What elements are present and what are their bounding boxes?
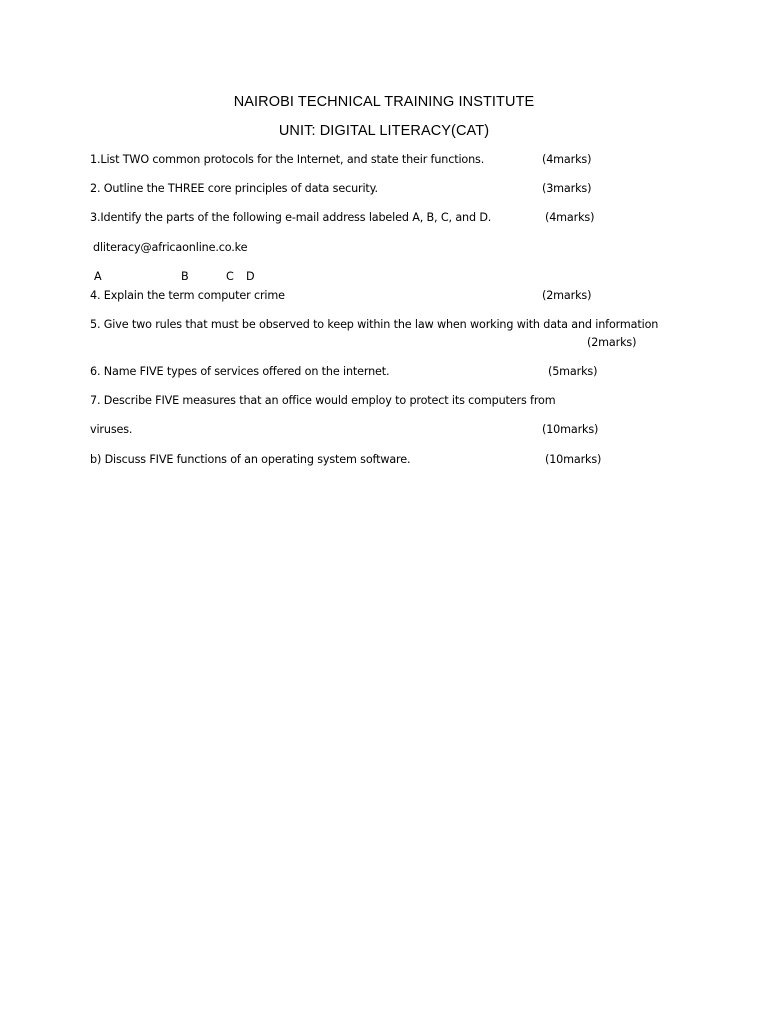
question-5-text: 5. Give two rules that must be observed to keep within the law when working with data and information (90, 318, 659, 331)
question-1-marks: (4marks) (542, 153, 592, 166)
question-4-text: 4. Explain the term computer crime (90, 289, 285, 302)
question-3-marks: (4marks) (545, 211, 595, 224)
question-7-marks: (10marks) (542, 423, 599, 436)
question-7-text: 7. Describe FIVE measures that an office would employ to protect its computers from (90, 394, 556, 407)
question-4-marks: (2marks) (542, 289, 592, 302)
question-2-text: 2. Outline the THREE core principles of data security. (90, 182, 378, 195)
question-7b-text: b) Discuss FIVE functions of an operating system software. (90, 453, 411, 466)
institute-title: NAIROBI TECHNICAL TRAINING INSTITUTE (233, 94, 535, 110)
unit-title: UNIT: DIGITAL LITERACY(CAT) (278, 123, 490, 139)
email-address: dliteracy@africaonline.co.ke (93, 241, 248, 254)
email-label-c: C (226, 270, 234, 283)
question-6-marks: (5marks) (548, 365, 598, 378)
email-label-a: A (94, 270, 102, 283)
question-5-marks: (2marks) (587, 336, 637, 349)
question-7-continuation: viruses. (90, 423, 133, 436)
question-3-text: 3.Identify the parts of the following e-mail address labeled A, B, C, and D. (90, 211, 492, 224)
question-1-text: 1.List TWO common protocols for the Internet, and state their functions. (90, 153, 485, 166)
question-2-marks: (3marks) (542, 182, 592, 195)
question-7b-marks: (10marks) (545, 453, 602, 466)
email-label-d: D (246, 270, 255, 283)
email-label-b: B (181, 270, 189, 283)
question-6-text: 6. Name FIVE types of services offered on the internet. (90, 365, 390, 378)
